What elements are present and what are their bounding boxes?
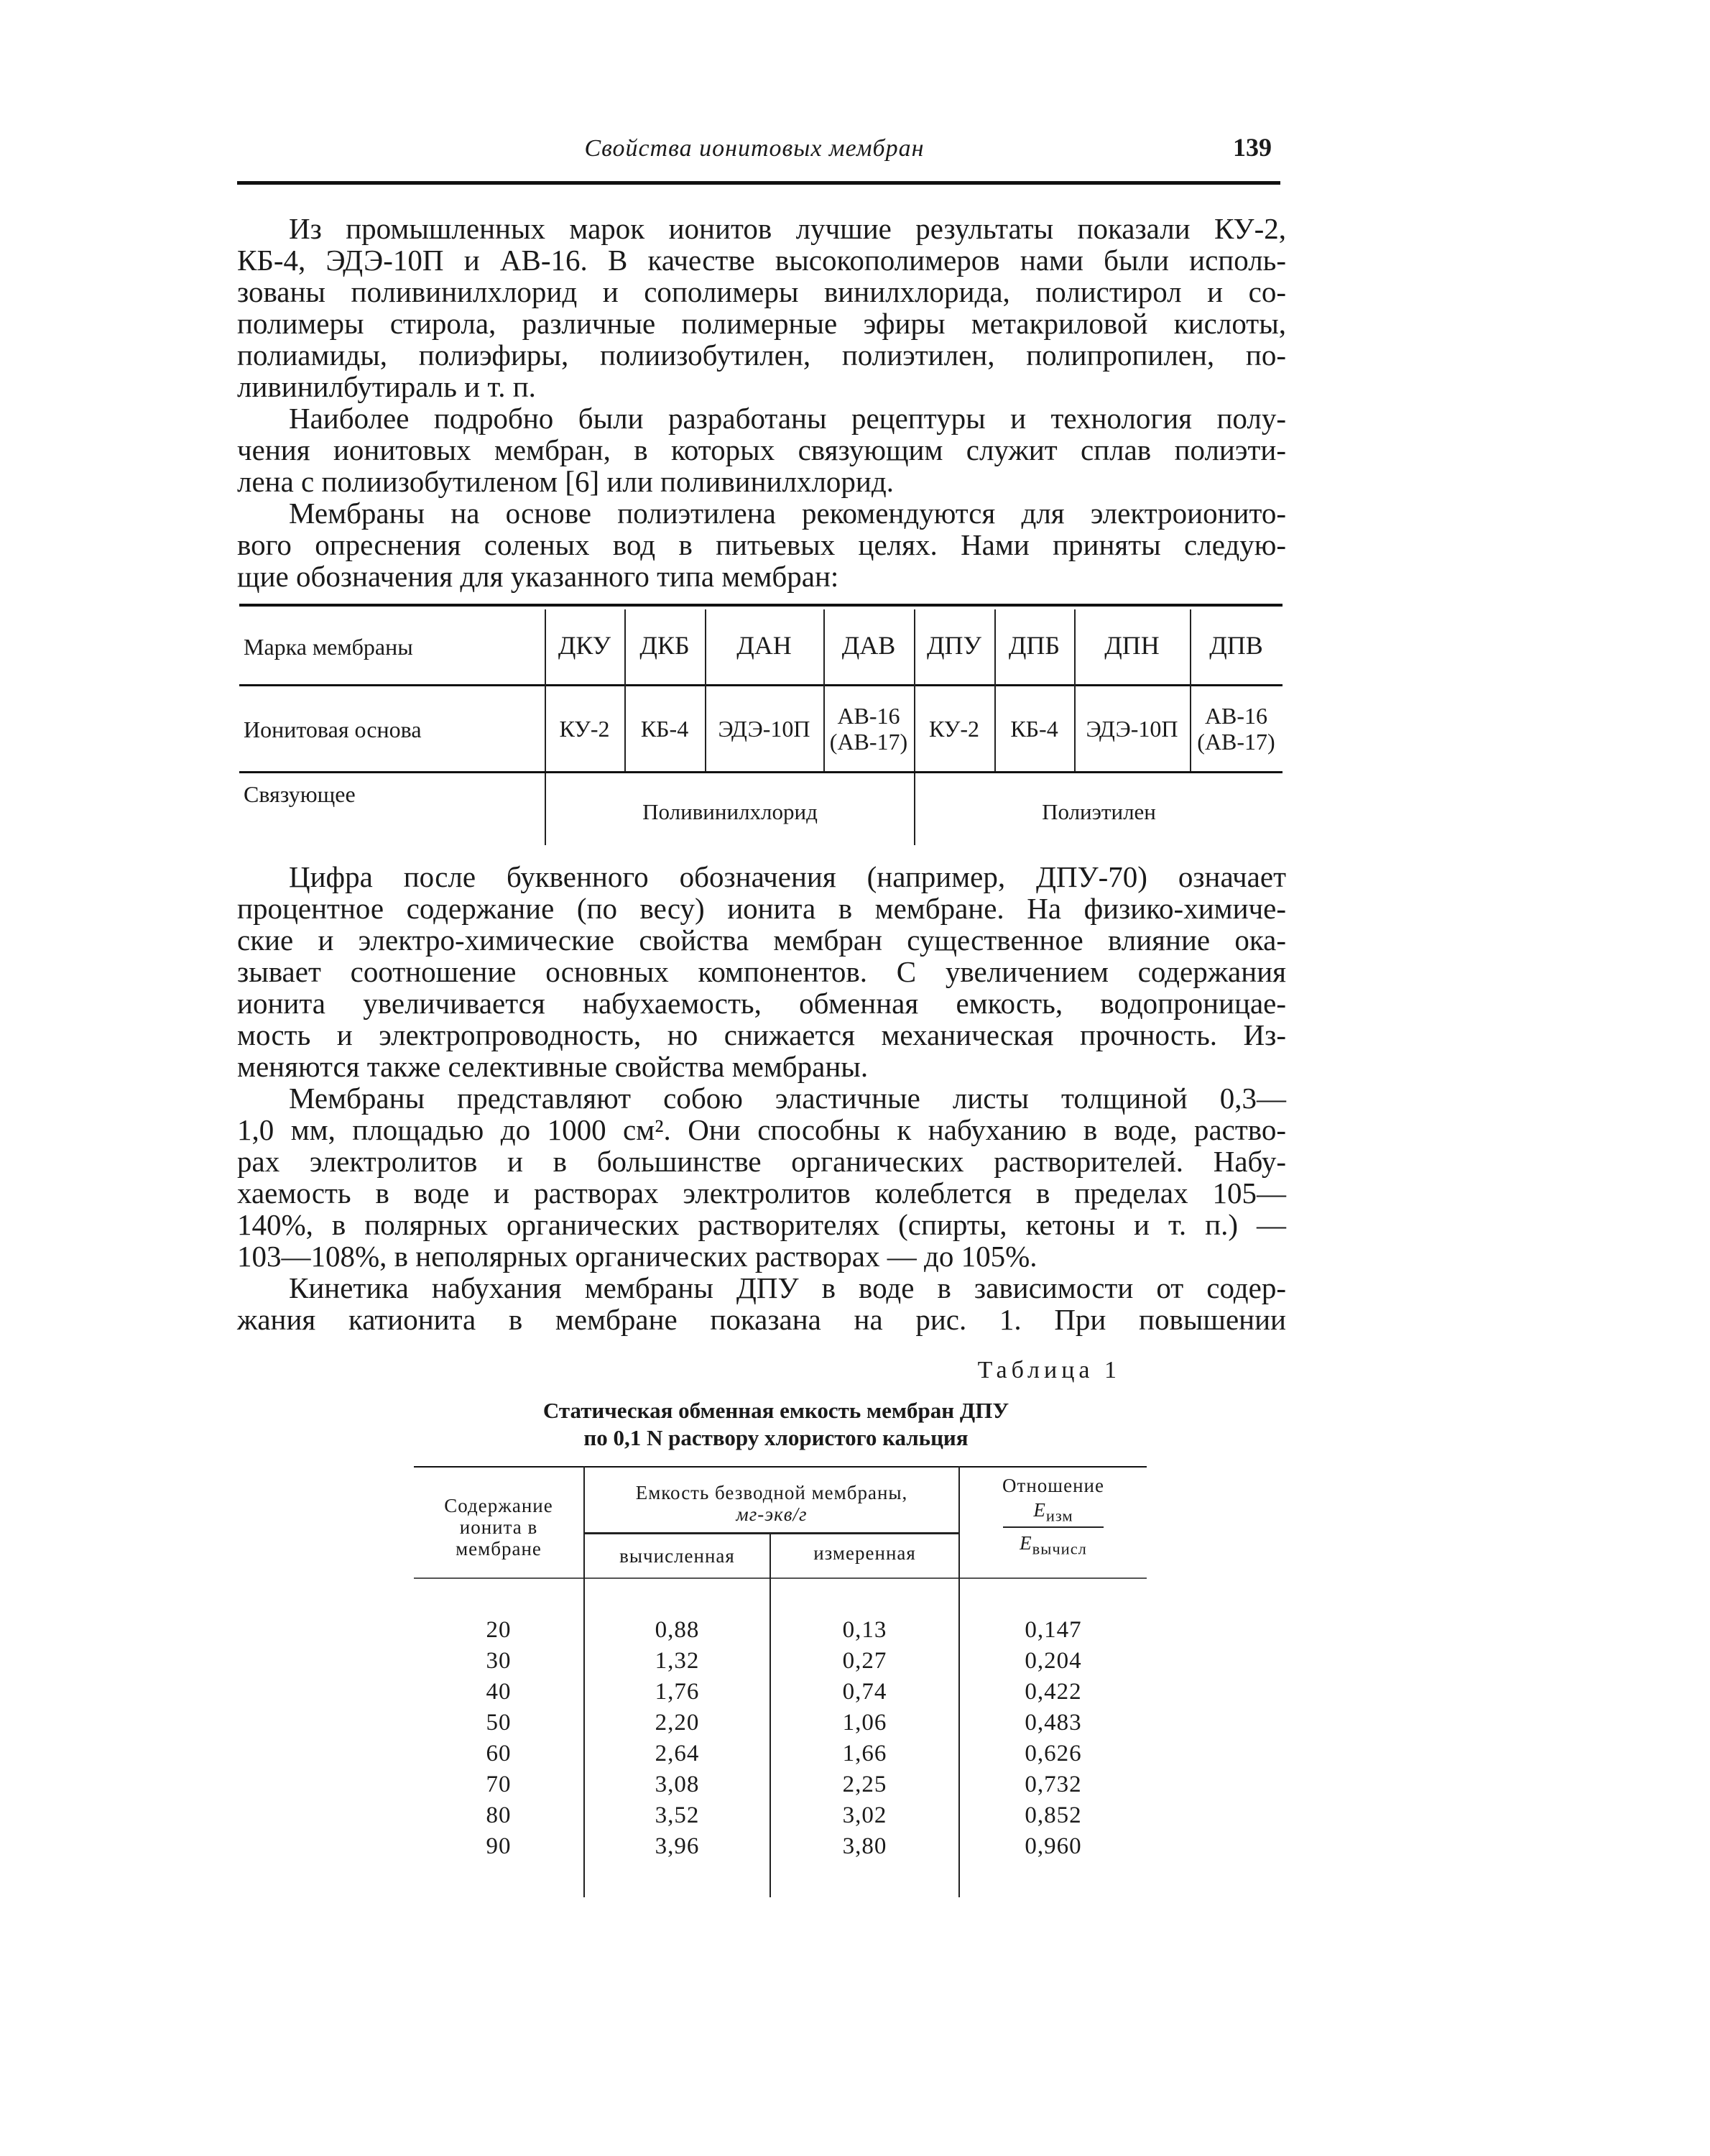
membrane-designation-table bbox=[239, 604, 1282, 848]
text-line: процентное содержание (по весу) ионита в мембране. На физико-химиче- bbox=[237, 892, 1286, 925]
table-number-label: Таблица 1 bbox=[977, 1357, 1121, 1383]
text-line: жания катионита в мембране показана на рис. 1. При повышении bbox=[237, 1303, 1286, 1336]
text-line: Цифра после буквенного обозначения (например, ДПУ-70) означает bbox=[289, 860, 1286, 893]
fraction-bar bbox=[1003, 1526, 1104, 1528]
ratio-denominator bbox=[960, 1532, 1147, 1558]
calculated-value: 2,64 bbox=[655, 1741, 700, 1766]
header-rule bbox=[237, 181, 1280, 185]
text-line: Мембраны представляют собою эластичные листы толщиной 0,3— bbox=[289, 1082, 1286, 1115]
subheader-rule bbox=[585, 1532, 958, 1534]
content-value: 80 bbox=[486, 1802, 512, 1828]
calculated-value: 0,88 bbox=[655, 1617, 700, 1643]
text-line: 140%, в полярных органических растворителях (спирты, кетоны и т. п.) — bbox=[237, 1208, 1286, 1241]
calculated-value: 3,52 bbox=[655, 1802, 700, 1828]
text-line: зованы поливинилхлорид и сополимеры винилхлорида, полистирол и со- bbox=[237, 275, 1286, 308]
text-line: ские и электро-химические свойства мембран существенное влияние ока- bbox=[237, 923, 1286, 957]
running-title: Свойства ионитовых мембран bbox=[584, 135, 925, 162]
text-line: Кинетика набухания мембраны ДПУ в воде в зависимости от содер- bbox=[289, 1271, 1286, 1304]
brand-cell: ДПВ bbox=[1209, 631, 1263, 660]
measured-value: 1,06 bbox=[842, 1710, 887, 1736]
brand-cell: ДПУ bbox=[926, 631, 982, 660]
content-value: 30 bbox=[486, 1648, 512, 1674]
brand-cell: ДАН bbox=[736, 631, 792, 660]
brand-cell: ДАВ bbox=[841, 631, 896, 660]
body-text-bottom bbox=[237, 861, 1286, 1335]
content-value: 60 bbox=[486, 1741, 512, 1766]
header-capacity bbox=[585, 1482, 958, 1525]
ratio-value: 0,147 bbox=[1025, 1617, 1082, 1643]
base-cell: ЭДЭ-10П bbox=[1086, 716, 1178, 742]
calculated-value: 1,32 bbox=[655, 1648, 700, 1674]
header-measured: измеренная bbox=[813, 1542, 916, 1564]
calculated-value: 3,08 bbox=[655, 1772, 700, 1797]
brand-cell: ДКУ bbox=[558, 631, 611, 660]
base-cell: КУ-2 bbox=[928, 716, 979, 742]
text-line: 1,0 мм, площадью до 1000 см². Они способны к набуханию в воде, раство- bbox=[237, 1113, 1286, 1146]
base-cell: КУ-2 bbox=[559, 716, 610, 742]
base-cell: ЭДЭ-10П bbox=[718, 716, 810, 742]
measured-value: 0,74 bbox=[842, 1679, 887, 1705]
ratio-value: 0,960 bbox=[1025, 1833, 1082, 1859]
base-cell: КБ-4 bbox=[1010, 716, 1058, 742]
text-line: ионита увеличивается набухаемость, обменная емкость, водопроницае- bbox=[237, 987, 1286, 1020]
table-title bbox=[402, 1397, 1150, 1452]
exchange-capacity-table bbox=[414, 1466, 1147, 1897]
row-label-binder: Связующее bbox=[244, 780, 356, 807]
calculated-value: 3,96 bbox=[655, 1833, 700, 1859]
calculated-value: 1,76 bbox=[655, 1679, 700, 1705]
content-value: 70 bbox=[486, 1772, 512, 1797]
text-line: Из промышленных марок ионитов лучшие результаты показали КУ-2, bbox=[289, 212, 1286, 245]
ratio-value: 0,422 bbox=[1025, 1679, 1082, 1705]
table-header-rule bbox=[414, 1577, 1147, 1579]
text-line: чения ионитовых мембран, в которых связующим служит сплав полиэти- bbox=[237, 433, 1286, 466]
base-cell: КБ-4 bbox=[640, 716, 689, 742]
ratio-den-sub: вычисл bbox=[1032, 1539, 1087, 1558]
measured-value: 3,80 bbox=[842, 1833, 887, 1859]
ratio-value: 0,626 bbox=[1025, 1741, 1082, 1766]
brand-cell: ДПБ bbox=[1008, 631, 1060, 660]
text-line: меняются также селективные свойства мембраны. bbox=[237, 1050, 869, 1083]
header-calculated: вычисленная bbox=[619, 1545, 735, 1567]
text-line: вого опреснения соленых вод в питьевых целях. Нами приняты следую- bbox=[237, 528, 1286, 561]
measured-value: 2,25 bbox=[842, 1772, 887, 1797]
measured-value: 3,02 bbox=[842, 1802, 887, 1828]
text-line: Мембраны на основе полиэтилена рекомендуются для электроионито- bbox=[289, 497, 1286, 530]
ratio-den-symbol: E bbox=[1020, 1532, 1032, 1554]
ratio-num-symbol: E bbox=[1033, 1499, 1046, 1521]
ratio-value: 0,732 bbox=[1025, 1772, 1082, 1797]
row-label-base: Ионитовая основа bbox=[244, 717, 422, 742]
text-line: рах электролитов и в большинстве органических растворителей. Набу- bbox=[237, 1145, 1286, 1178]
content-value: 50 bbox=[486, 1710, 512, 1736]
ratio-value: 0,852 bbox=[1025, 1802, 1082, 1828]
brand-cell: ДПН bbox=[1104, 631, 1160, 660]
text-line: щие обозначения для указанного типа мембран: bbox=[237, 560, 839, 593]
header-ratio: Отношение bbox=[1002, 1475, 1104, 1496]
row-label-brand: Марка мембраны bbox=[244, 633, 413, 660]
measured-value: 1,66 bbox=[842, 1741, 887, 1766]
ratio-value: 0,483 bbox=[1025, 1710, 1082, 1736]
measured-value: 0,27 bbox=[842, 1648, 887, 1674]
header-content: Содержание ионита в мембране bbox=[444, 1495, 553, 1560]
text-line: Наиболее подробно были разработаны рецептуры и технология полу- bbox=[289, 402, 1286, 435]
binder-pvc: Поливинилхлорид bbox=[642, 799, 818, 824]
page-number: 139 bbox=[1233, 133, 1272, 162]
body-text-top bbox=[237, 213, 1286, 592]
header-capacity-unit: мг-экв/г bbox=[736, 1503, 808, 1525]
text-line: КБ-4, ЭДЭ-10П и АВ-16. В качестве высокополимеров нами были исполь- bbox=[237, 244, 1286, 277]
text-line: хаемость в воде и растворах электролитов колеблется в пределах 105— bbox=[237, 1176, 1286, 1210]
content-value: 20 bbox=[486, 1617, 512, 1643]
text-line: ливинилбутираль и т. п. bbox=[237, 370, 536, 403]
table-title-line1: Статическая обменная емкость мембран ДПУ bbox=[542, 1398, 1009, 1423]
table-row-rule bbox=[239, 771, 1282, 773]
text-line: полимеры стирола, различные полимерные эфиры метакриловой кислоты, bbox=[237, 307, 1286, 340]
base-cell: АВ-16 (АВ-17) bbox=[1197, 703, 1275, 755]
content-value: 90 bbox=[486, 1833, 512, 1859]
ratio-numerator bbox=[960, 1499, 1147, 1525]
text-line: лена с полиизобутиленом [6] или поливинилхлорид. bbox=[237, 465, 894, 498]
text-line: 103—108%, в неполярных органических растворах — до 105%. bbox=[237, 1240, 1037, 1273]
base-cell: АВ-16 (АВ-17) bbox=[829, 703, 908, 755]
calculated-value: 2,20 bbox=[655, 1710, 700, 1736]
text-line: полиамиды, полиэфиры, полиизобутилен, полиэтилен, полипропилен, по- bbox=[237, 338, 1286, 372]
ratio-num-sub: изм bbox=[1045, 1506, 1073, 1525]
measured-value: 0,13 bbox=[842, 1617, 887, 1643]
ratio-value: 0,204 bbox=[1025, 1648, 1082, 1674]
table-title-line2: по 0,1 N раствору хлористого кальция bbox=[583, 1425, 969, 1450]
content-value: 40 bbox=[486, 1679, 512, 1705]
brand-cell: ДКБ bbox=[639, 631, 690, 660]
table-top-rule bbox=[414, 1466, 1147, 1468]
binder-polyethylene: Полиэтилен bbox=[1042, 799, 1156, 824]
header-capacity-label: Емкость безводной мембраны, bbox=[635, 1482, 908, 1503]
text-line: мость и электропроводность, но снижается механическая прочность. Из- bbox=[237, 1018, 1286, 1051]
text-line: зывает соотношение основных компонентов. С увеличением содержания bbox=[237, 955, 1286, 988]
